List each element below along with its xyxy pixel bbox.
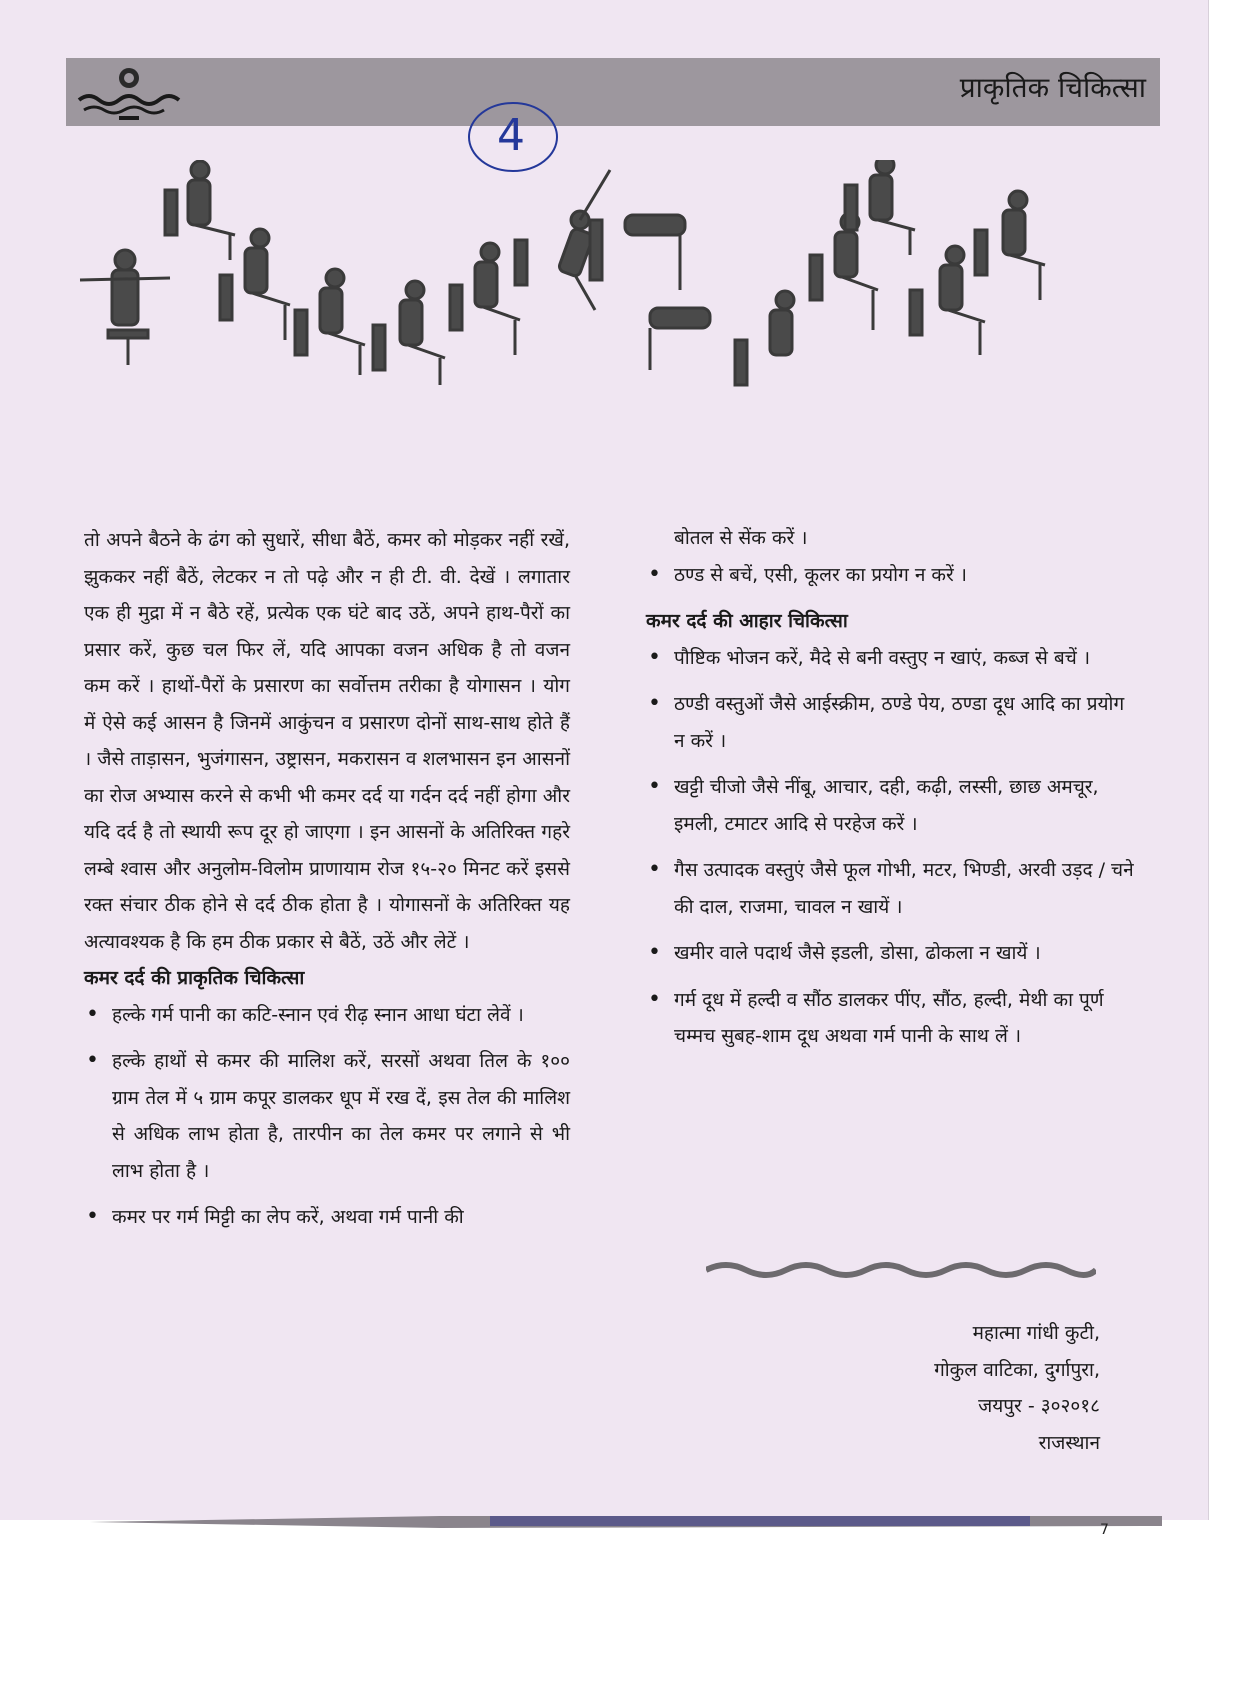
list-item: • पौष्टिक भोजन करें, मैदे से बनी वस्तुए न खाएं, कब्ज से बचें । [646,640,1136,677]
footer-bar [90,1514,1162,1530]
list-item: • ठण्डी वस्तुओं जैसे आईस्क्रीम, ठण्डे पेय, ठण्डा दूध आदि का प्रयोग न करें । [646,686,1136,759]
continued-text: बोतल से सेंक करें । [674,527,808,549]
list-item: • गर्म दूध में हल्दी व सौंठ डालकर पींए, सौंठ, हल्दी, मेथी का पूर्ण चम्मच सुबह-शाम दूध अथवा गर्म पानी के साथ लें । [646,982,1136,1055]
diet-therapy-list [646,640,1136,1055]
list-item: • खट्टी चीजो जैसे नींबू, आचार, दही, कढ़ी, लस्सी, छाछ अमचूर, इमली, टमाटर आदि से परहेज करें । [646,769,1136,842]
cold-avoid-list [646,557,1136,594]
chair-exercise-illustration [70,160,1160,460]
left-column [84,522,570,1246]
natural-therapy-list [84,997,570,1236]
address-line: महात्मा गांधी कुटी, [972,1322,1100,1344]
address-line: जयपुर - ३०२०१८ [978,1395,1100,1417]
list-item: • ठण्ड से बचें, एसी, कूलर का प्रयोग न करें । [646,557,1136,594]
list-item: • गैस उत्पादक वस्तुएं जैसे फूल गोभी, मटर, भिण्डी, अरवी उड़द / चने की दाल, राजमा, चावल न खायें । [646,852,1136,925]
address-line: राजस्थान [1038,1431,1100,1454]
list-item: • कमर पर गर्म मिट्टी का लेप करें, अथवा गर्म पानी की [84,1199,570,1236]
sun-waves-logo-icon [74,64,184,124]
address-line: गोकुल वाटिका, दुर्गापुरा, [934,1358,1100,1381]
author-address [934,1315,1100,1461]
section-title: प्राकृतिक चिकित्सा [959,71,1146,104]
intro-paragraph: तो अपने बैठने के ढंग को सुधारें, सीधा बैठें, कमर को मोड़कर नहीं रखें, झुककर नहीं बैठें, लेटकर न तो पढ़े और न ही टी. वी. देखें । लगातार एक ही मुद्रा में न बैठे रहें, प्रत्येक एक घंटे बाद उठें, अपने हाथ-पैरों का प्रसार करें, कुछ चल फिर लें, यदि आपका वजन अधिक है तो वजन कम करें । हाथों-पैरों के प्रसारण का सर्वोत्तम तरीका है योगासन । योग में ऐसे कई आसन है जिनमें आकुंचन व प्रसारण दोनों साथ-साथ होते हैं । जैसे ताड़ासन, भुजंगासन, उष्ट्रासन, मकरासन व शलभासन इन आसनों का रोज अभ्यास करने से कभी भी कमर दर्द या गर्दन दर्द नहीं होगा और यदि दर्द है तो स्थायी रूप दूर हो जाएगा । इन आसनों के अतिरिक्त गहरे लम्बे श्वास और अनुलोम-विलोम प्राणायाम रोज १५-२० मिनट करें इससे रक्त संचार ठीक होने से दर्द ठीक होता है । योगासनों के अतिरिक्त यह अत्यावश्यक है कि हम ठीक प्रकार से बैठें, उठें और लेटें । [84,529,570,953]
header-bar [66,58,1160,126]
list-item: • हल्के गर्म पानी का कटि-स्नान एवं रीढ़ स्नान आधा घंटा लेवें । [84,997,570,1034]
list-item: • खमीर वाले पदार्थ जैसे इडली, डोसा, ढोकला न खायें । [646,935,1136,972]
page-number: 7 [1100,1522,1109,1538]
natural-therapy-heading: कमर दर्द की प्राकृतिक चिकित्सा [84,967,305,989]
list-item: • हल्के हाथों से कमर की मालिश करें, सरसों अथवा तिल के १०० ग्राम तेल में ५ ग्राम कपूर डालकर धूप में रख दें, इस तेल की मालिश से अधिक लाभ होता है, तारपीन का तेल कमर पर लगाने से भी लाभ होता है । [84,1043,570,1189]
diet-therapy-heading: कमर दर्द की आहार चिकित्सा [646,610,848,632]
right-column [646,520,1136,1065]
svg-text:4: 4 [497,110,525,161]
wave-divider-icon [706,1256,1096,1282]
